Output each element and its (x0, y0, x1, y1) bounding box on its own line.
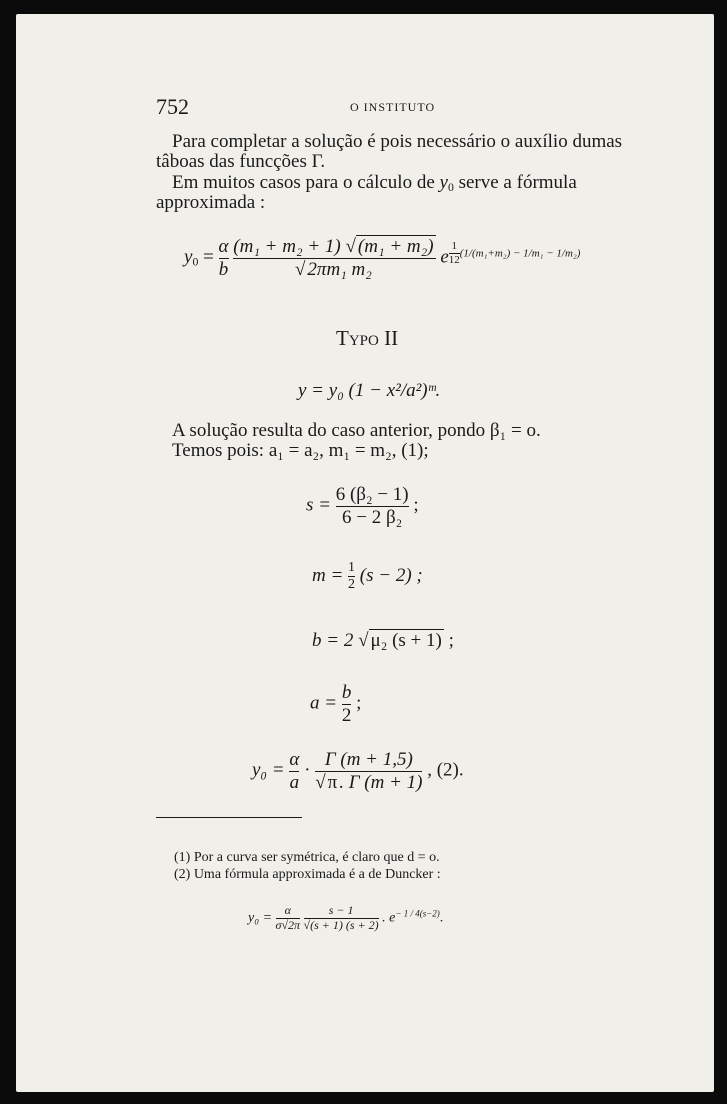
equation-a: a = $\frac{b}{2}$ ; (310, 682, 362, 726)
footnote-formula: y₀ = $\frac{\alpha}{\sigma√2\pi}$ $\frac{s - 1}{√(s + 1) (s + 2)}$ . $e^{- 1 / 4(s-2)}$. (248, 903, 444, 932)
paragraph-3-line-2: Temos pois: a₁ = a₂, m₁ = m₂, (1); (172, 440, 429, 461)
equation-b: b = 2 √ μ₂ (s + 1) ; (312, 630, 454, 651)
paragraph-3-line-1: A solução resulta do caso anterior, pondo β₁ = o. (172, 420, 541, 441)
section-title: Typo II (336, 326, 399, 350)
page-number: 752 (156, 94, 189, 119)
curve-equation: y = y₀ (1 − x²/a²)ᵐ. (298, 380, 441, 401)
formula-approx: $y_0$ = $\frac{\alpha}{b}$ $\frac{\text{(m₁ + m₂ + 1) √ (m₁ + m₂)}}{\text{√ 2πm₁ m₂}}$ e $^{\frac{1}{12}}$ $^{(1/(m_1+m_2) - 1/m_1 - 1/m_2)}$ (184, 236, 581, 280)
paragraph-2-line-1: Em muitos casos para o cálculo de $y_0$ serve a fórmula (172, 172, 577, 194)
equation-m: m = $\frac{1}{2}$ (s − 2) ; (312, 560, 423, 593)
paragraph-1: Para completar a solução é pois necessário o auxílio dumas tâboas das funcções Γ. (156, 131, 623, 172)
scanned-page (16, 14, 714, 1092)
main-fraction: $\frac{\text{(m₁ + m₂ + 1) √ (m₁ + m₂)}}{\text{√ 2πm₁ m₂}}$ (233, 236, 434, 280)
paragraph-2-line-2: approximada : (156, 192, 266, 213)
footnote-1: (1) Por a curva ser symétrica, é claro que d = o. (174, 850, 440, 865)
running-title: O INSTITUTO (350, 100, 436, 114)
equation-y0: y₀ = $\frac{\alpha}{a}$ · $\frac{\Gamma (m + 1,5)}{√ \pi . \Gamma (m + 1)}$ , (2). (252, 749, 464, 793)
footnote-divider (156, 817, 302, 818)
equation-s: s = $\frac{\text{6 (β₂ − 1)}}{\text{6 − 2 β₂}}$ ; (306, 484, 419, 528)
coef-fraction: $\frac{\alpha}{b}$ (218, 236, 229, 280)
footnote-2: (2) Uma fórmula approximada é a de Duncker : (174, 867, 441, 882)
